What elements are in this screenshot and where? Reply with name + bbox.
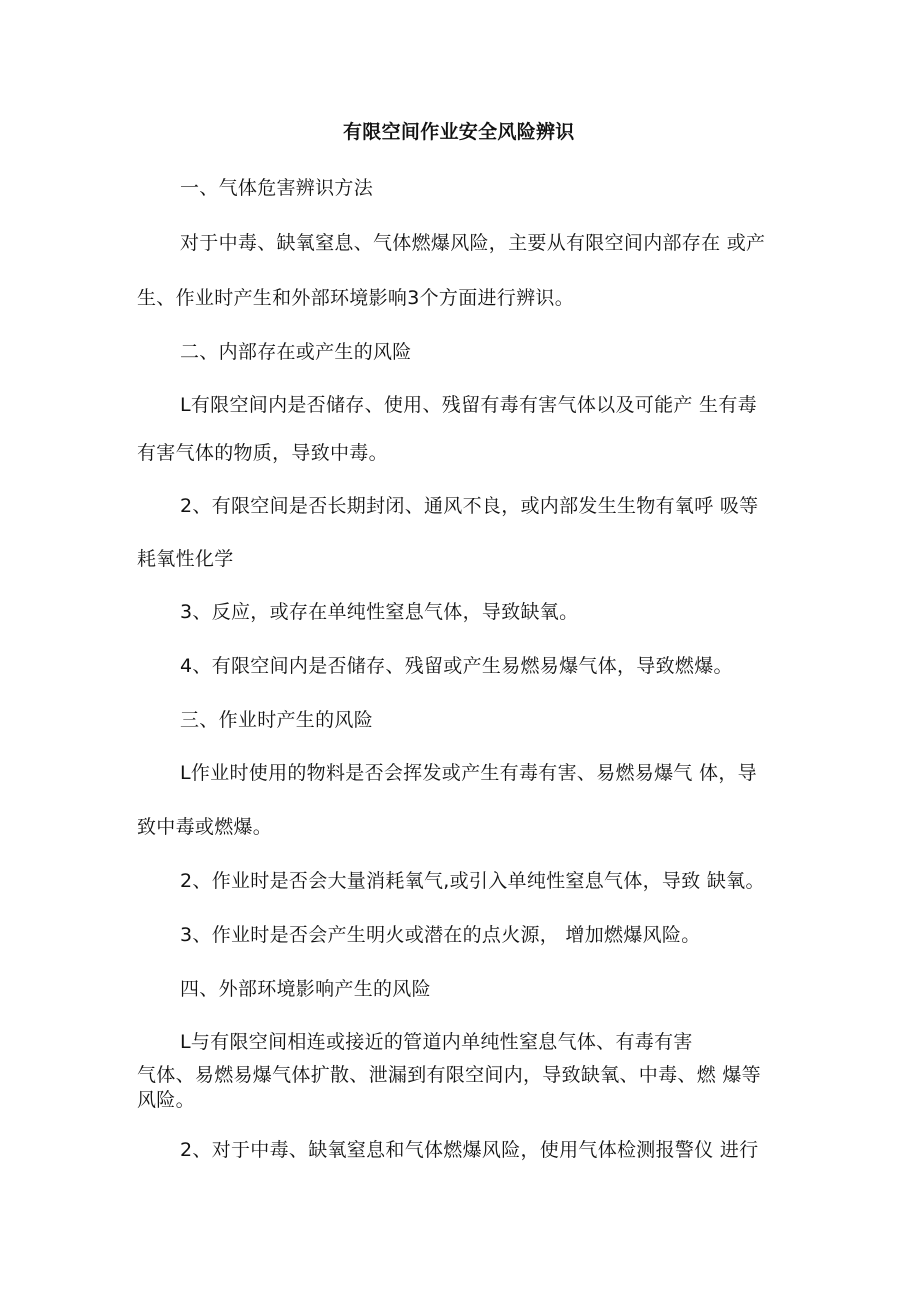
document-title: 有限空间作业安全风险辨识 bbox=[343, 121, 575, 143]
paragraph-line: 生、作业时产生和外部环境影响3个方面进行辨识。 bbox=[137, 287, 574, 309]
paragraph-line: L有限空间内是否储存、使用、残留有毒有害气体以及可能产 生有毒 bbox=[180, 394, 757, 416]
paragraph-line: 风险。 bbox=[137, 1089, 195, 1111]
paragraph-line: L作业时使用的物料是否会挥发或产生有毒有害、易燃易爆气 体，导 bbox=[180, 762, 757, 784]
paragraph-line: 气体、易燃易爆气体扩散、泄漏到有限空间内，导致缺氧、中毒、燃 爆等 bbox=[137, 1064, 761, 1086]
paragraph-line: 2、有限空间是否长期封闭、通风不良，或内部发生生物有氧呼 吸等 bbox=[180, 495, 759, 517]
paragraph-line: 4、有限空间内是否储存、残留或产生易燃易爆气体，导致燃爆。 bbox=[180, 655, 733, 677]
section-heading-3: 三、作业时产生的风险 bbox=[180, 709, 374, 731]
section-heading-1: 一、气体危害辨识方法 bbox=[180, 177, 374, 199]
paragraph-line: 2、作业时是否会大量消耗氧气,或引入单纯性窒息气体，导致 缺氧。 bbox=[180, 870, 765, 892]
paragraph-line: 对于中毒、缺氧窒息、气体燃爆风险，主要从有限空间内部存在 或产 bbox=[180, 232, 766, 254]
paragraph-line: 耗氧性化学 bbox=[137, 548, 234, 570]
section-heading-4: 四、外部环境影响产生的风险 bbox=[180, 978, 431, 1000]
paragraph-line: 有害气体的物质，导致中毒。 bbox=[137, 442, 388, 464]
paragraph-line: 致中毒或燃爆。 bbox=[137, 816, 273, 838]
paragraph-line: 3、作业时是否会产生明火或潜在的点火源， 增加燃爆风险。 bbox=[180, 924, 701, 946]
section-heading-2: 二、内部存在或产生的风险 bbox=[180, 341, 412, 363]
paragraph-line: L与有限空间相连或接近的管道内单纯性窒息气体、有毒有害 bbox=[180, 1031, 693, 1053]
paragraph-line: 3、反应，或存在单纯性窒息气体，导致缺氧。 bbox=[180, 601, 579, 623]
paragraph-line: 2、对于中毒、缺氧窒息和气体燃爆风险，使用气体检测报警仪 进行 bbox=[180, 1139, 759, 1161]
